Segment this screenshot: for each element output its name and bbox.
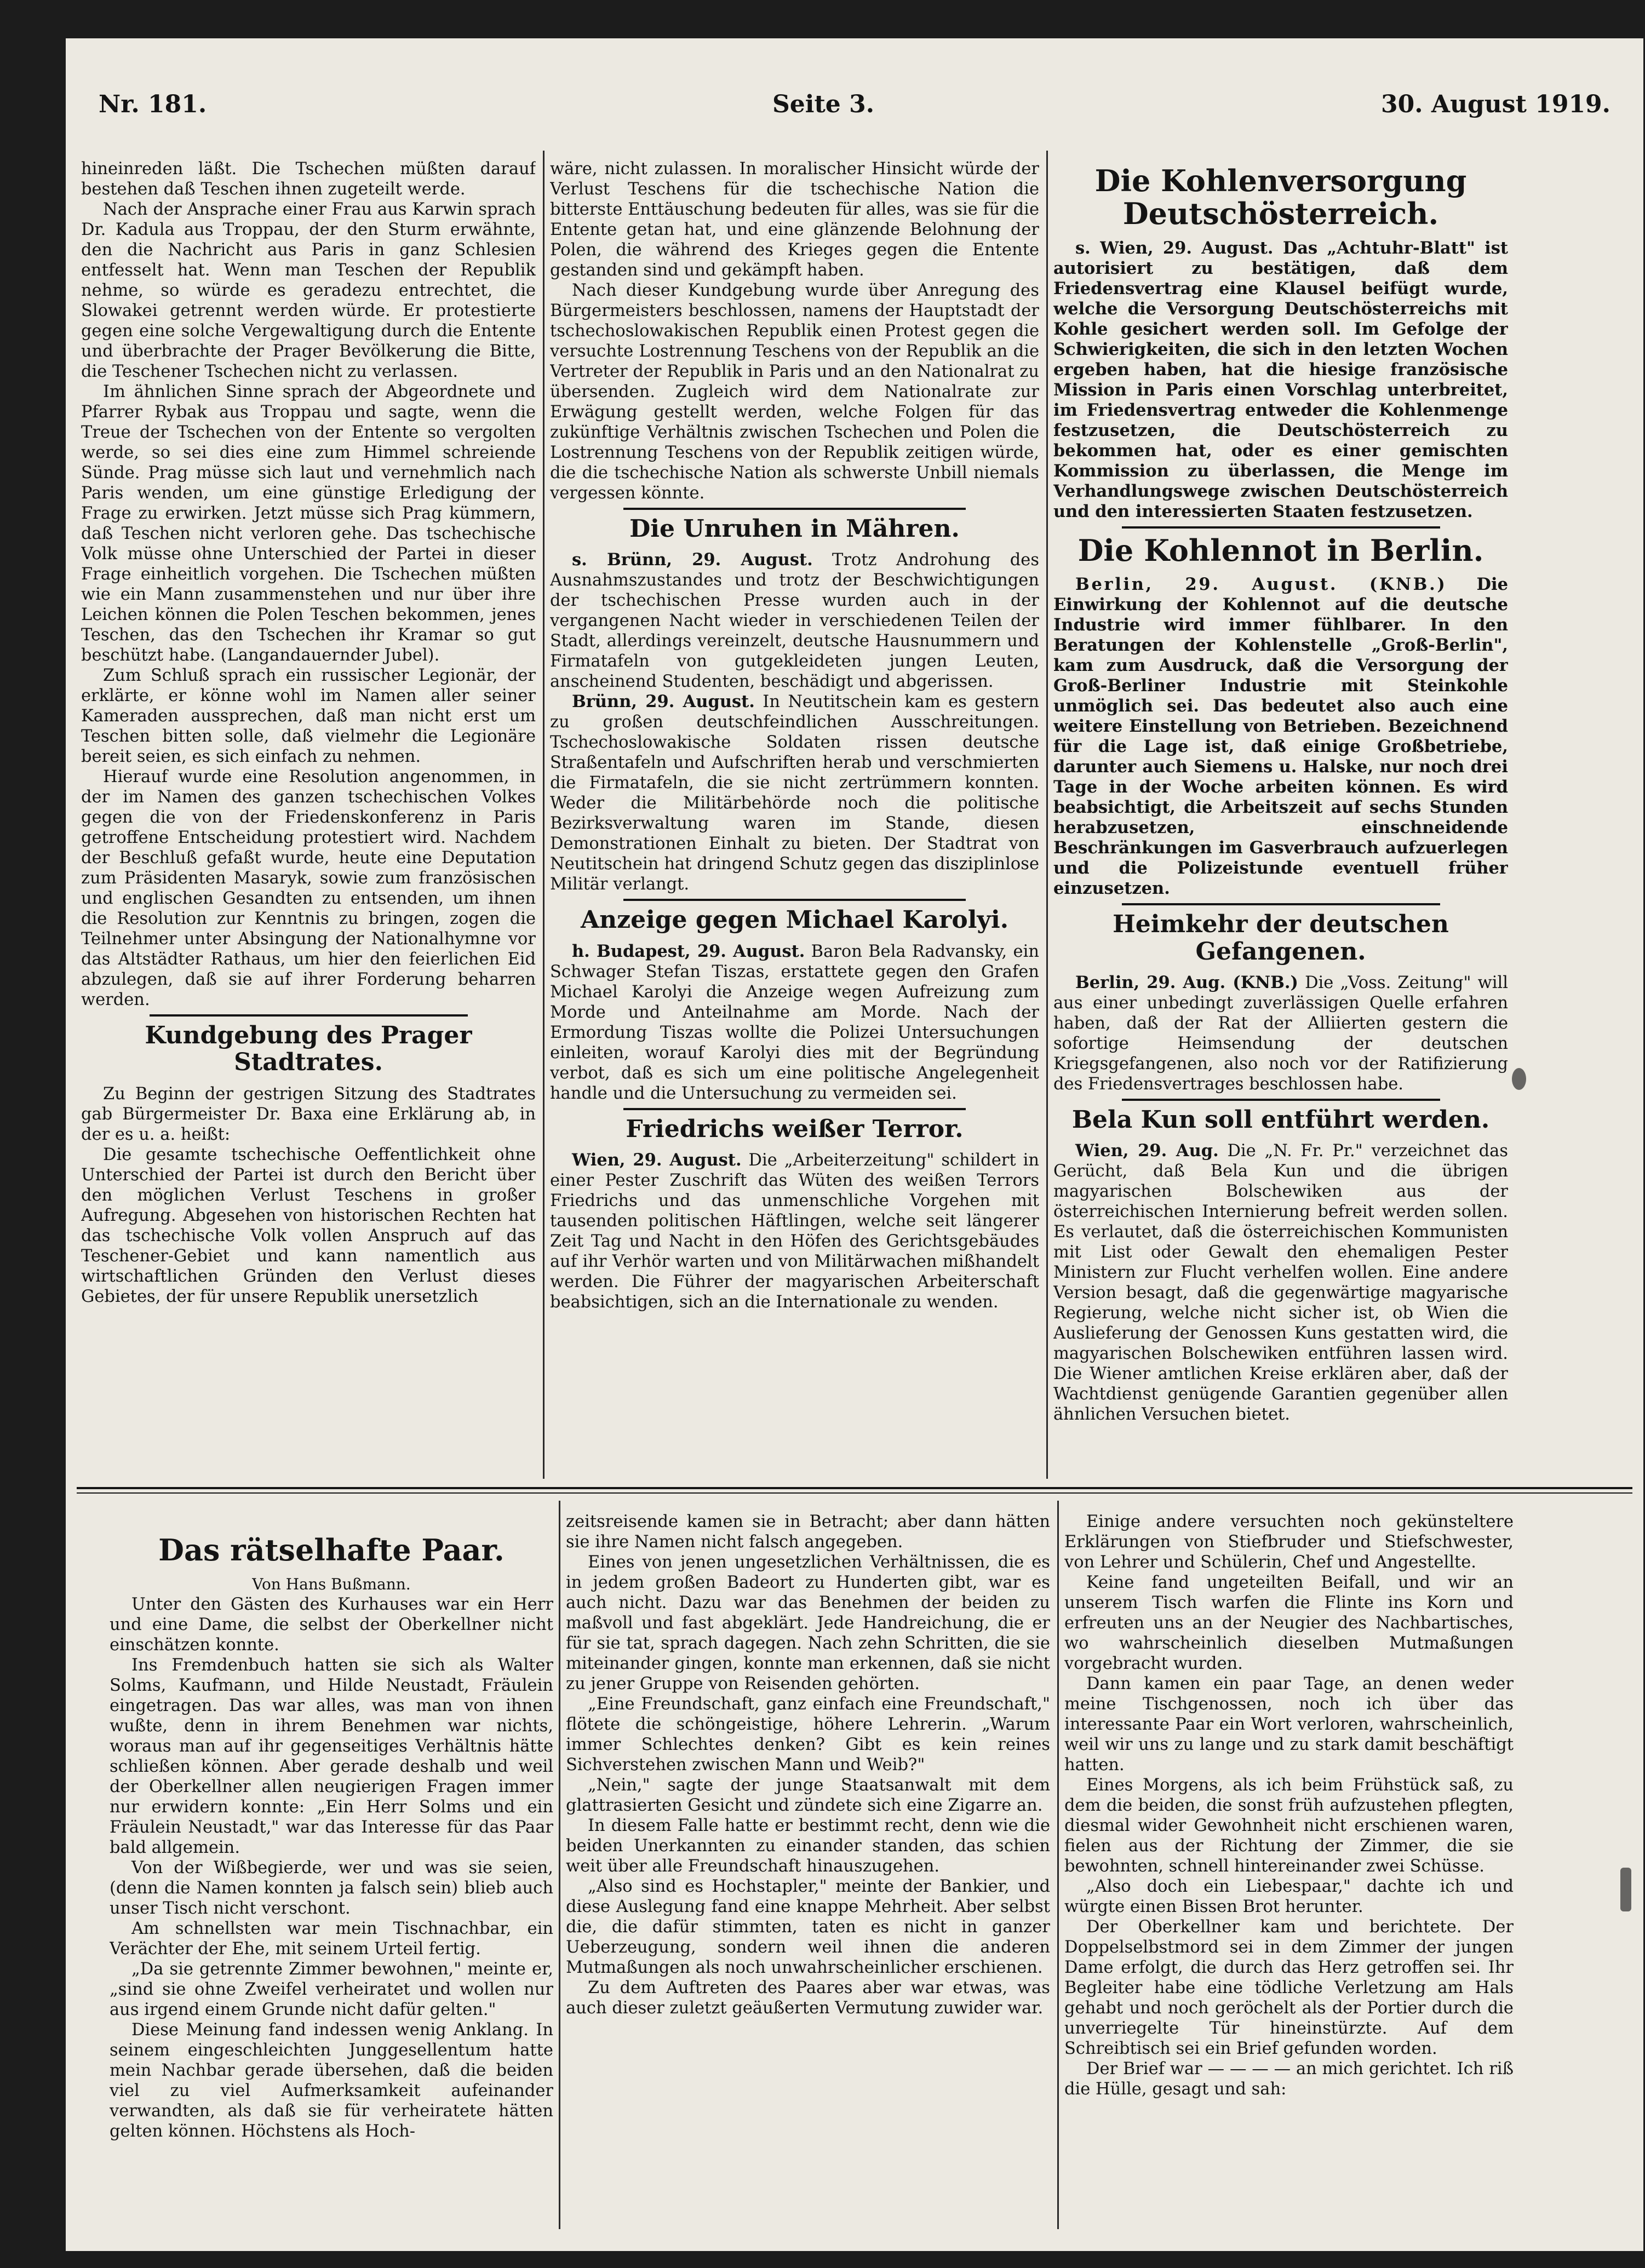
paragraph: „Also sind es Hochstapler," meinte der Bankier, und diese Auslegung fand eine knappe Mehrheit. Aber selbst die, die dafür stimmten, taten es nicht in ganzer Ueberzeugung, sondern weil ihnen die anderen Mutmaßungen als noch unwahrscheinlicher erschienen. xyxy=(566,1877,1050,1977)
paragraph: „Nein," sagte der junge Staatsanwalt mit dem glattrasierten Gesicht und zündete sich eine Zigarre an. xyxy=(566,1776,1050,1815)
article-text: Die „Arbeiterzeitung" schildert in einer Pester Zuschrift das Wüten des weißen Terrors Friedrichs und das unmenschliche Vorgehen mit tausenden politischen Häftlingen, welche seit längerer Zeit Tag und Nacht in den Höfen des Gerichtsgebäudes auf ihr Verhör warten und von Militärwachen mißhandelt werden. Die Führer der magyarischen Arbeiterschaft beabsichtigen, sich an die Internationale zu wenden. xyxy=(550,1150,1039,1312)
article-text: In Neutitschein kam es gestern zu großen deutschfeindlichen Ausschreitungen. Tschechoslowakische Soldaten rissen deutsche Straßentafeln und Aufschriften herab und verschmierten die Firmatafeln, die sie nicht zertrümmern konnten. Weder die Militärbehörde noch die politische Bezirksverwaltung waren im Stande, diesen Demonstrationen Einhalt zu bieten. Der Stadtrat von Neutitschein hat dringend Schutz gegen das disziplinlose Militär verlangt. xyxy=(550,692,1039,894)
issue-number: Nr. 181. xyxy=(99,90,207,118)
column-3 xyxy=(1053,159,1508,1479)
paragraph: „Also doch ein Liebespaar," dachte ich und würgte einen Bissen Brot herunter. xyxy=(1064,1877,1514,1916)
section-rule xyxy=(623,508,966,510)
paragraph: Am schnellsten war mein Tischnachbar, ein Verächter der Ehe, mit seinem Urteil fertig. xyxy=(110,1919,553,1959)
paragraph: hineinreden läßt. Die Tschechen müßten darauf bestehen daß Teschen ihnen zugeteilt werde. xyxy=(81,159,536,199)
paragraph: In diesem Falle hatte er bestimmt recht, denn wie die beiden Unerkannten zu einander standen, das schien weit über alle Freundschaft hinauszugehen. xyxy=(566,1816,1050,1876)
article-heading: Kundgebung des Prager Stadtrates. xyxy=(145,1021,472,1077)
paragraph: Unter den Gästen des Kurhauses war ein Herr und eine Dame, die selbst der Oberkellner nicht einschätzen konnte. xyxy=(110,1595,553,1655)
scan-smudge xyxy=(1512,1068,1526,1090)
page-number: Seite 3. xyxy=(772,90,875,118)
article-heading: Die Kohlenversorgung Deutschösterreich. xyxy=(1094,163,1467,232)
article-text: Die Einwirkung der Kohlennot auf die deutsche Industrie wird immer fühlbarer. In den Beratungen der Kohlenstelle „Groß-Berlin", kam zum Ausdruck, daß die Versorgung der Groß-Berliner Industrie mit Steinkohle unmöglich sei. Das bedeutet also auch eine weitere Einstellung von Betrieben. Bezeichnend für die Lage ist, daß einige Großbetriebe, darunter auch Siemens u. Halske, nur noch drei Tage in der Woche arbeiten können. Es wird beabsichtigt, die Arbeitszeit auf sechs Stunden herabzusetzen, einschneidende Beschränkungen im Gasverbrauch aufzuerlegen und die Polizeistunde eventuell früher einzusetzen. xyxy=(1053,575,1508,899)
paragraph: Ins Fremdenbuch hatten sie sich als Walter Solms, Kaufmann, und Hilde Neustadt, Fräulein eingetragen. Das war alles, was man von ihnen wußte, denn in ihrem Benehmen war nichts, woraus man auf ihr gegenseitiges Verhältnis hätte schließen können. Aber gerade deshalb und weil der Oberkellner allen neugierigen Fragen immer nur erwidern konnte: „Ein Herr Solms und ein Fräulein Neustadt," war das Interesse für das Paar bald allgemein. xyxy=(110,1656,553,1858)
column-rule xyxy=(543,151,544,1479)
paragraph: Von der Wißbegierde, wer und was sie seien, (denn die Namen konnten ja falsch sein) blieb auch unser Tisch nicht verschont. xyxy=(110,1858,553,1919)
dateline: s. Wien, 29. August. xyxy=(1075,238,1274,258)
paragraph: Nach der Ansprache einer Frau aus Karwin sprach Dr. Kadula aus Troppau, der den Sturm erwähnte, den die Nachricht aus Paris in ganz Schlesien entfesselt hat. Wenn man Teschen der Republik nehme, so würde es geradezu entrechtet, die Slowakei getrennt werden würde. Er protestierte gegen eine solche Vergewaltigung durch die Entente und überbrachte der Prager Bevölkerung die Bitte, die Teschener Tschechen nicht zu verlassen. xyxy=(81,200,536,381)
paragraph: „Da sie getrennte Zimmer bewohnen," meinte er, „sind sie ohne Zweifel verheiratet und wollen nur aus irgend einem Grunde nicht dafür gelten." xyxy=(110,1960,553,2020)
article-heading: Anzeige gegen Michael Karolyi. xyxy=(580,906,1009,934)
article-text: Die „Voss. Zeitung" will aus einer unbedingt zuverlässigen Quelle erfahren haben, daß der Rat der Alliierten gestern die sofortige Heimsendung der deutschen Kriegsgefangenen, also noch vor der Ratifizierung des Friedensvertrages beschlossen habe. xyxy=(1053,973,1508,1094)
dateline: Wien, 29. August. xyxy=(572,1150,742,1170)
paragraph: Zu dem Auftreten des Paares aber war etwas, was auch dieser zuletzt geäußerten Vermutung zuwider war. xyxy=(566,1978,1050,2018)
paragraph: Im ähnlichen Sinne sprach der Abgeordnete und Pfarrer Rybak aus Troppau und sagte, wenn die Treue der Tschechen von der Entente so vergolten werde, so sei dies eine zum Himmel schreiende Sünde. Prag müsse sich laut und vernehmlich nach Paris wenden, um eine günstige Erledigung der Frage zu erwirken. Jetzt müsse sich Prag kümmern, daß Teschen nicht verloren gehe. Das tschechische Volk müsse ohne Unterschied der Partei in dieser Frage einheitlich vorgehen. Die Tschechen müßten wie ein Mann zusammenstehen und nur über ihre Leichen können die Polen Teschen bekommen, jenes Teschen, das den Tschechen ihr Kramar so gut beschützt habe. (Langandauernder Jubel). xyxy=(81,382,536,665)
paragraph: Eines Morgens, als ich beim Frühstück saß, zu dem die beiden, die sonst früh aufzustehen pflegten, diesmal wider Gewohnheit nicht erschienen waren, fielen aus der Richtung der Zimmer, die sie bewohnten, schnell hintereinander zwei Schüsse. xyxy=(1064,1776,1514,1876)
section-rule xyxy=(150,1014,468,1017)
article-text: Trotz Androhung des Ausnahmszustandes und trotz der Beschwichtigungen der tschechischen Presse wurden auch in der vergangenen Nacht wieder in verschiedenen Teilen der Stadt, allerdings vereinzelt, deutsche Hausnummern und Firmatafeln von gutgekleideten jungen Leuten, anscheinend Studenten, beschädigt und abgerissen. xyxy=(550,550,1039,692)
section-rule xyxy=(1122,1099,1440,1101)
article-heading: Friedrichs weißer Terror. xyxy=(626,1115,964,1143)
paragraph: Dann kamen ein paar Tage, an denen weder meine Tischgenossen, noch ich über das interessante Paar ein Wort verloren, wahrscheinlich, weil wir uns zu lange und zu stark damit beschäftigt hatten. xyxy=(1064,1674,1514,1775)
paragraph: Keine fand ungeteilten Beifall, und wir an unserem Tisch warfen die Flinte ins Korn und erfreuten uns an der Neugier des Nachbartisches, wo wahrscheinlich dieselben Mutmaßungen vorgebracht wurden. xyxy=(1064,1573,1514,1673)
dateline: Wien, 29. Aug. xyxy=(1075,1141,1219,1161)
column-rule xyxy=(1046,151,1048,1479)
feuilleton-title: Das rätselhafte Paar. xyxy=(158,1532,505,1567)
paragraph: Die gesamte tschechische Oeffentlichkeit ohne Unterschied der Partei ist durch den Bericht über den möglichen Verlust Teschens in großer Aufregung. Abgesehen von historischen Rechten hat das tschechische Volk vollen Anspruch auf das Teschener-Gebiet und kann namentlich aus wirtschaftlichen Gründen den Verlust dieses Gebietes, der für unsere Republik unersetzlich xyxy=(81,1145,536,1306)
article-heading: Bela Kun soll entführt werden. xyxy=(1071,1105,1490,1134)
section-rule xyxy=(623,899,966,901)
paragraph: Nach dieser Kundgebung wurde über Anregung des Bürgermeisters beschlossen, namens der Hauptstadt der tschechoslowakischen Republik einen Protest gegen die versuchte Lostrennung Teschens von der Republik an die Vertreter der Republik in Paris und an den Nationalrat zu übersenden. Zugleich wird dem Nationalrate zur Erwägung gestellt werden, welche Folgen für das zukünftige Verhältnis zwischen Tschechen und Polen die Lostrennung Teschens von der Republik zeitigen würde, die die tschechische Nation als schwerste Unbill niemals vergessen könnte. xyxy=(550,281,1039,503)
dateline: h. Budapest, 29. August. xyxy=(572,941,805,961)
column-2 xyxy=(550,159,1039,1479)
column-rule xyxy=(1057,1501,1059,2229)
masthead xyxy=(99,90,1610,140)
paragraph: Einige andere versuchten noch gekünsteltere Erklärungen von Stiefbruder und Stiefschwester, von Lehrer und Schülerin, Chef und Angestellte. xyxy=(1064,1512,1514,1572)
paragraph: Zum Schluß sprach ein russischer Legionär, der erklärte, er könne wohl im Namen aller seiner Kameraden aussprechen, daß man nicht erst um Teschen bitten solle, daß vielmehr die Legionäre bereit seien, es sich einfach zu nehmen. xyxy=(81,666,536,766)
issue-date: 30. August 1919. xyxy=(1381,90,1610,118)
feuilleton-column-3 xyxy=(1064,1512,1514,2240)
column-rule xyxy=(559,1501,560,2229)
dateline: Brünn, 29. August. xyxy=(572,692,755,712)
newspaper-page xyxy=(66,38,1643,2251)
article-text: Baron Bela Radvansky, ein Schwager Stefan Tiszas, erstattete gegen den Grafen Michael Karolyi die Anzeige wegen Aufreizung zum Morde und Anteilnahme am Morde. Nach der Ermordung Tiszas wollte die Polizei Untersuchungen einleiten, worauf Karolyi dies mit der Begründung verbot, daß es sich um eine politische Angelegenheit handle und die Untersuchung zu vermeiden sei. xyxy=(550,941,1039,1103)
article-heading: Heimkehr der deutschen Gefangenen. xyxy=(1113,910,1449,966)
paragraph: zeitsreisende kamen sie in Betracht; aber dann hätten sie ihre Namen nicht falsch angegeben. xyxy=(566,1512,1050,1552)
section-rule xyxy=(1122,903,1440,905)
article-text: Das „Achtuhr-Blatt" ist autorisiert zu bestätigen, daß dem Friedensvertrag eine Klausel beifügt wurde, welche die Versorgung Deutschösterreichs mit Kohle gesichert werden soll. Im Gefolge der Schwierigkeiten, die sich in den letzten Wochen ergeben haben, hat die hiesige französische Mission in Paris einen Vorschlag unterbreitet, im Friedensvertrag entweder die Kohlenmenge festzusetzen, die Deutschösterreich zu bekommen hat, oder es einer gemischten Kommission zu überlassen, die Menge im Verhandlungswege zwischen Deutschösterreich und den interessierten Staaten festzusetzen. xyxy=(1053,238,1508,521)
paragraph: Zu Beginn der gestrigen Sitzung des Stadtrates gab Bürgermeister Dr. Baxa eine Erklärung ab, in der es u. a. heißt: xyxy=(81,1084,536,1144)
paragraph: Eines von jenen ungesetzlichen Verhältnissen, die es in jedem großen Badeort zu Hunderten gibt, war es auch nicht. Dazu war das Benehmen der beiden zu maßvoll und fast abgeklärt. Jede Handreichung, die er für sie tat, sprach dagegen. Nach zehn Schritten, die sie miteinander gingen, konnte man erkennen, daß sie nicht zu jener Gruppe von Reisenden gehörten. xyxy=(566,1553,1050,1693)
feuilleton-byline: Von Hans Bußmann. xyxy=(252,1575,411,1594)
article-heading: Die Unruhen in Mähren. xyxy=(629,515,960,543)
feuilleton-column-1 xyxy=(110,1512,553,2240)
paragraph: Der Brief war — — — — an mich gerichtet. Ich riß die Hülle, gesagt und sah: xyxy=(1064,2059,1514,2099)
paragraph: Hierauf wurde eine Resolution angenommen, in der im Namen des ganzen tschechischen Volkes gegen die von der Friedenskonferenz in Paris getroffene Entscheidung protestiert wird. Nachdem der Beschluß gefaßt wurde, heute eine Deputation zum Präsidenten Masaryk, sowie zum französischen und englischen Gesandten zu entsenden, um ihnen die Resolution zur Kenntnis zu bringen, zogen die Teilnehmer unter Absingung der Nationalhymne vor das Altstädter Rathaus, um hier den feierlichen Eid abzulegen, daß sie auf ihrer Forderung beharren werden. xyxy=(81,767,536,1009)
article-heading: Die Kohlennot in Berlin. xyxy=(1077,532,1484,568)
paragraph: wäre, nicht zulassen. In moralischer Hinsicht würde der Verlust Teschens für die tschechische Nation die bitterste Enttäuschung bedeuten für alles, was sie für die Entente getan hat, und eine glänzende Belohnung der Polen, die während des Krieges gegen die Entente gestanden sind und gekämpft haben. xyxy=(550,159,1039,280)
paragraph: Diese Meinung fand indessen wenig Anklang. In seinem eingeschleichten Junggesellentum hatte mein Nachbar gerade übersehen, daß die beiden viel zu viel Aufmerksamkeit aufeinander verwandten, als daß sie für verheiratete hätten gelten können. Höchstens als Hoch- xyxy=(110,2020,553,2141)
feuilleton-separator xyxy=(77,1492,1632,1494)
section-rule xyxy=(1122,526,1440,529)
paragraph: „Eine Freundschaft, ganz einfach eine Freundschaft," flötete die schöngeistige, höhere Lehrerin. „Warum immer Schlechtes denken? Gibt es kein reines Sichverstehen zwischen Mann und Weib?" xyxy=(566,1695,1050,1775)
feuilleton-column-2 xyxy=(566,1512,1050,2240)
dateline: s. Brünn, 29. August. xyxy=(572,550,813,570)
feuilleton-separator xyxy=(77,1487,1632,1489)
scan-smudge xyxy=(1620,1868,1631,1911)
dateline: Berlin, 29. August. (KNB.) xyxy=(1075,575,1447,595)
paragraph: Der Oberkellner kam und berichtete. Der Doppelselbstmord sei in dem Zimmer der jungen Dame erfolgt, die durch das Herz getroffen sei. Ihr Begleiter habe eine tödliche Verletzung am Hals gehabt und noch geröchelt als der Portier durch die unverriegelte Tür hineinstürzte. Auf dem Schreibtisch sei ein Brief gefunden worden. xyxy=(1064,1917,1514,2058)
dateline: Berlin, 29. Aug. (KNB.) xyxy=(1075,972,1298,992)
column-1 xyxy=(81,159,536,1479)
article-text: Die „N. Fr. Pr." verzeichnet das Gerücht, daß Bela Kun und die übrigen magyarischen Bolschewiken aus der österreichischen Internierung befreit werden sollen. Es verlautet, daß die österreichischen Kommunisten mit List oder Gewalt den ehemaligen Pester Ministern zur Flucht verhelfen wollen. Eine andere Version besagt, daß die gegenwärtige magyarische Regierung, welche nicht sicher ist, ob Wien die Auslieferung der Genossen Kuns gestatten wird, die magyarischen Bolschewiken entführen lassen wird. Die Wiener amtlichen Kreise erklären aber, daß der Wachtdienst genügende Garantien gegenüber allen ähnlichen Versuchen bietet. xyxy=(1053,1141,1508,1425)
section-rule xyxy=(623,1108,966,1110)
